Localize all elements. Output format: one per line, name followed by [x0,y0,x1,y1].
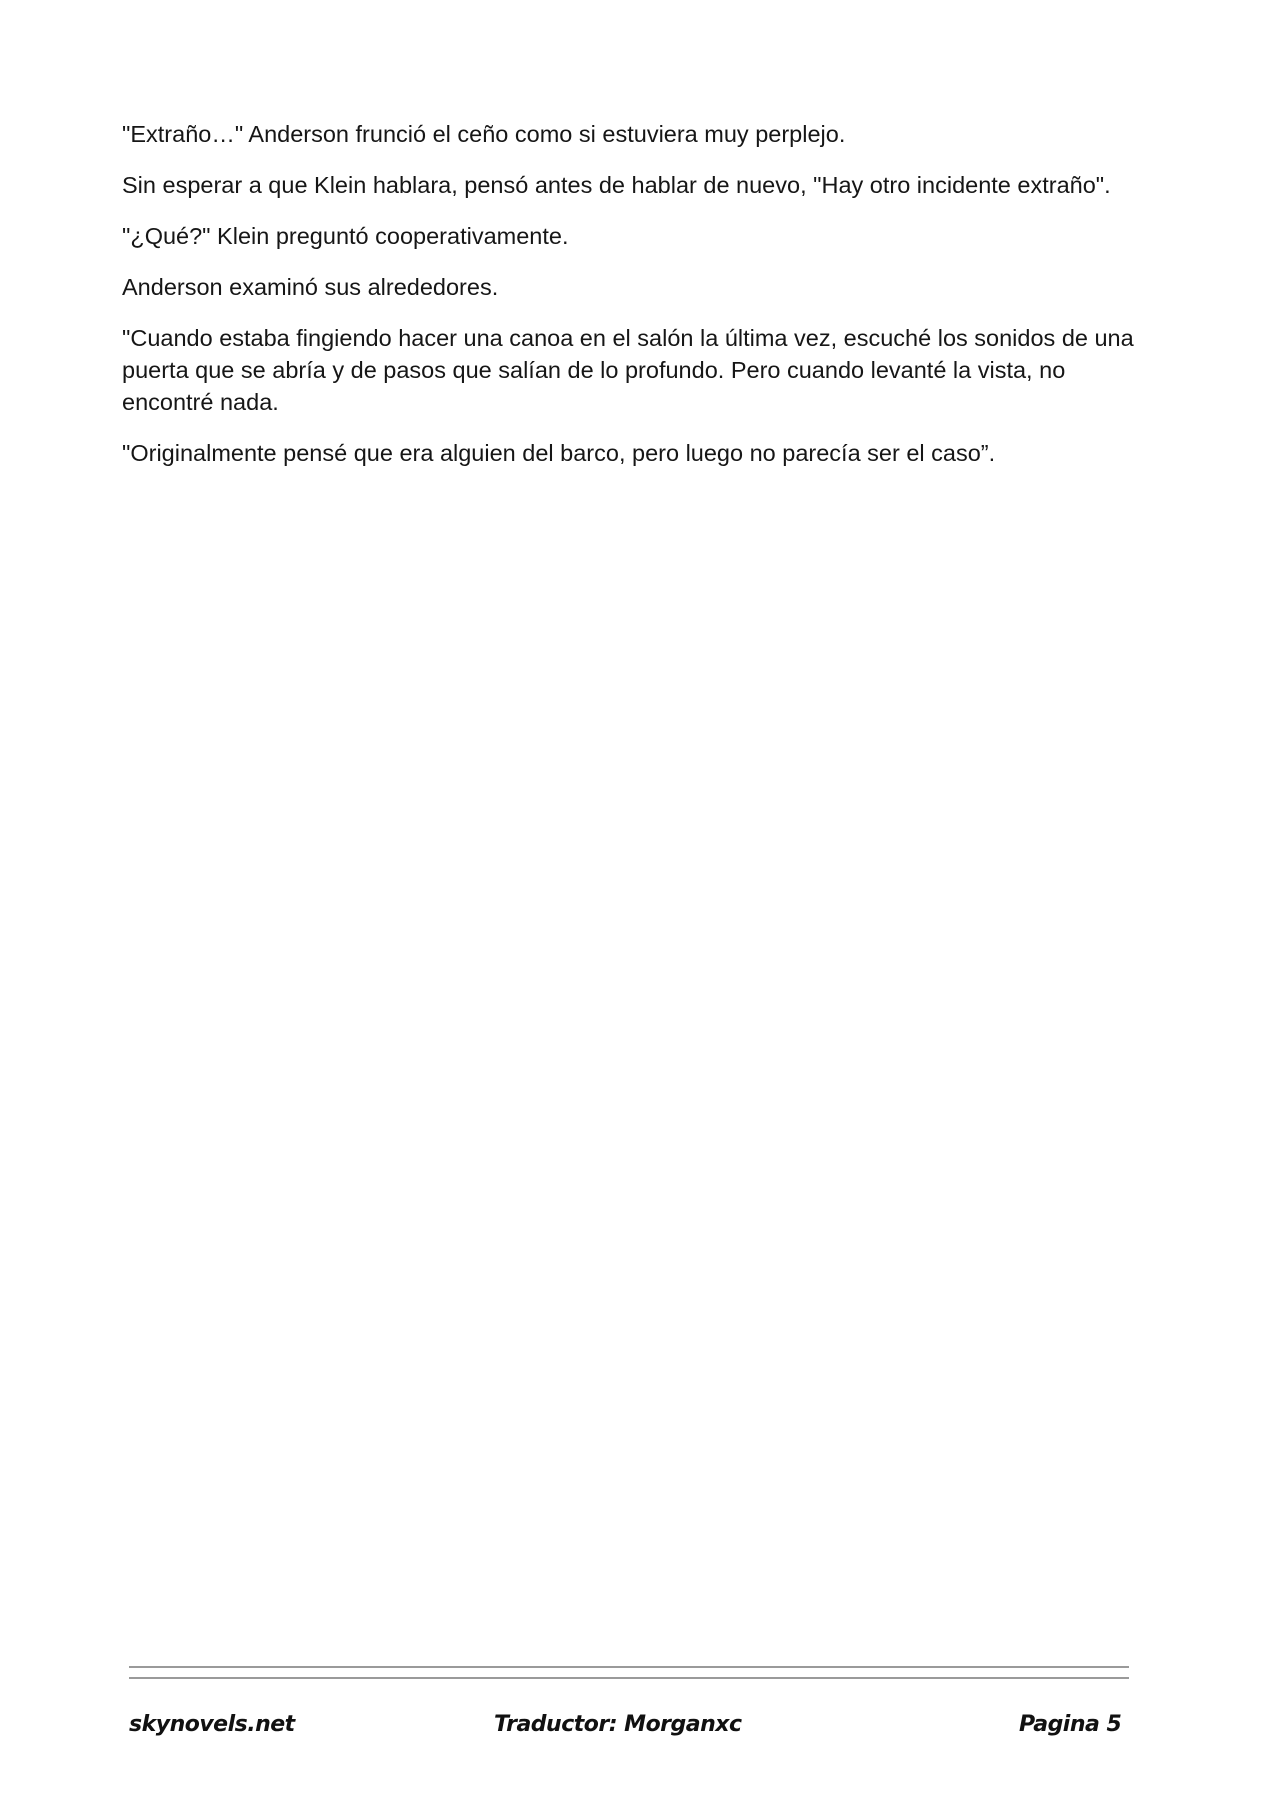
paragraph: "Extraño…" Anderson frunció el ceño como si estuviera muy perplejo. [122,121,846,147]
document-body [122,118,1142,488]
paragraph: Anderson examinó sus alrededores. [122,274,499,300]
footer-site-name: skynovels.net [129,1712,295,1737]
footer-rule-top [129,1666,1129,1668]
paragraph: Sin esperar a que Klein hablara, pensó antes de hablar de nuevo, "Hay otro incidente extraño". [122,172,1111,198]
footer-divider [129,1666,1129,1680]
footer-rule-bottom [129,1677,1129,1679]
footer-page-number: Pagina 5 [1019,1712,1122,1737]
footer-translator: Traductor: Morganxc [494,1712,742,1737]
paragraph: "¿Qué?" Klein preguntó cooperativamente. [122,223,569,249]
paragraph: "Originalmente pensé que era alguien del barco, pero luego no parecía ser el caso”. [122,440,996,466]
paragraph: "Cuando estaba fingiendo hacer una canoa en el salón la última vez, escuché los sonidos de una puerta que se abría y de pasos que salían de lo profundo. Pero cuando levanté la vista, no encontré nada. [122,325,1134,415]
